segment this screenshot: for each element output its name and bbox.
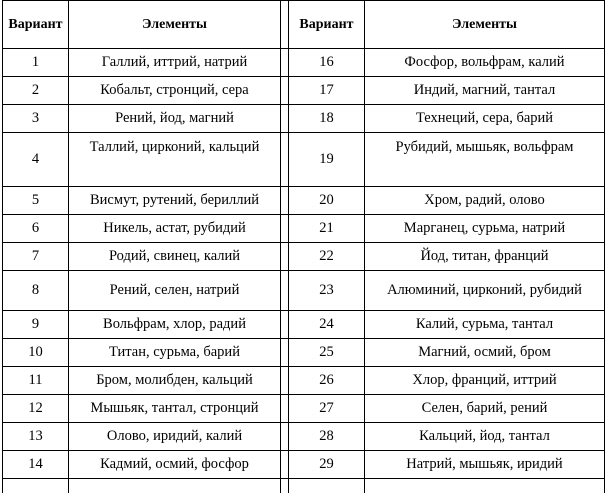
table-row <box>3 77 605 105</box>
elements-cell: Рубидий, мышьяк, вольфрам <box>365 133 605 187</box>
variant-number: 22 <box>289 243 365 271</box>
elements-cell: Рений, йод, магний <box>69 105 281 133</box>
elements-cell: Марганец, сурьма, натрий <box>365 215 605 243</box>
elements-cell: Галлий, иттрий, натрий <box>69 49 281 77</box>
elements-cell: Алюминий, цирконий, рубидий <box>365 271 605 311</box>
elements-cell: Вольфрам, хлор, радий <box>69 311 281 339</box>
elements-cell: Рений, селен, натрий <box>69 271 281 311</box>
column-gap <box>281 243 289 271</box>
table-row <box>3 423 605 451</box>
column-gap <box>281 77 289 105</box>
column-gap <box>281 133 289 187</box>
elements-cell <box>69 479 281 493</box>
table-row <box>3 215 605 243</box>
table-row <box>3 133 605 187</box>
variant-number: 7 <box>3 243 69 271</box>
column-gap <box>281 311 289 339</box>
header-row <box>3 1 605 49</box>
column-gap <box>281 367 289 395</box>
elements-cell: Хлор, франций, иттрий <box>365 367 605 395</box>
column-gap <box>281 271 289 311</box>
elements-cell: Таллий, цирконий, кальций <box>69 133 281 187</box>
elements-cell: Фосфор, вольфрам, калий <box>365 49 605 77</box>
column-gap <box>281 423 289 451</box>
variant-number: 10 <box>3 339 69 367</box>
variant-number: 23 <box>289 271 365 311</box>
elements-cell: Селен, барий, рений <box>365 395 605 423</box>
table-row <box>3 451 605 479</box>
column-gap <box>281 451 289 479</box>
variant-number: 28 <box>289 423 365 451</box>
variant-number: 17 <box>289 77 365 105</box>
table-row <box>3 367 605 395</box>
variant-number <box>3 479 69 493</box>
elements-cell: Хром, радий, олово <box>365 187 605 215</box>
elements-cell: Олово, иридий, калий <box>69 423 281 451</box>
column-gap <box>281 339 289 367</box>
elements-cell: Калий, сурьма, тантал <box>365 311 605 339</box>
variant-number: 19 <box>289 133 365 187</box>
elements-cell: Магний, осмий, бром <box>365 339 605 367</box>
header-variant-left: Вариант <box>3 1 69 49</box>
variant-number: 6 <box>3 215 69 243</box>
elements-cell: Кальций, йод, тантал <box>365 423 605 451</box>
elements-cell: Бром, молибден, кальций <box>69 367 281 395</box>
table-row <box>3 271 605 311</box>
header-elements-right: Элементы <box>365 1 605 49</box>
column-gap <box>281 105 289 133</box>
variant-number: 25 <box>289 339 365 367</box>
variant-number: 16 <box>289 49 365 77</box>
variant-number: 20 <box>289 187 365 215</box>
table-row-cutoff <box>3 479 605 493</box>
variant-number: 27 <box>289 395 365 423</box>
table-row <box>3 49 605 77</box>
column-gap <box>281 395 289 423</box>
elements-cell: Титан, сурьма, барий <box>69 339 281 367</box>
table-row <box>3 311 605 339</box>
table-row <box>3 395 605 423</box>
variant-number: 13 <box>3 423 69 451</box>
variant-number <box>289 479 365 493</box>
variant-number: 26 <box>289 367 365 395</box>
elements-cell: Индий, магний, тантал <box>365 77 605 105</box>
variants-table <box>2 0 605 493</box>
table-row <box>3 339 605 367</box>
column-gap <box>281 49 289 77</box>
elements-cell: Натрий, мышьяк, иридий <box>365 451 605 479</box>
table-row <box>3 243 605 271</box>
elements-cell <box>365 479 605 493</box>
variant-number: 3 <box>3 105 69 133</box>
column-gap <box>281 187 289 215</box>
elements-cell: Никель, астат, рубидий <box>69 215 281 243</box>
column-gap <box>281 1 289 49</box>
variant-number: 29 <box>289 451 365 479</box>
variant-number: 8 <box>3 271 69 311</box>
header-variant-right: Вариант <box>289 1 365 49</box>
variant-number: 14 <box>3 451 69 479</box>
elements-cell: Родий, свинец, калий <box>69 243 281 271</box>
variant-number: 9 <box>3 311 69 339</box>
table-row <box>3 187 605 215</box>
variant-number: 4 <box>3 133 69 187</box>
header-elements-left: Элементы <box>69 1 281 49</box>
elements-cell: Технеций, сера, барий <box>365 105 605 133</box>
variant-number: 2 <box>3 77 69 105</box>
variant-number: 24 <box>289 311 365 339</box>
elements-cell: Кадмий, осмий, фосфор <box>69 451 281 479</box>
elements-cell: Йод, титан, франций <box>365 243 605 271</box>
variant-number: 21 <box>289 215 365 243</box>
variant-number: 11 <box>3 367 69 395</box>
column-gap <box>281 479 289 493</box>
elements-cell: Мышьяк, тантал, стронций <box>69 395 281 423</box>
table-row <box>3 105 605 133</box>
variant-number: 18 <box>289 105 365 133</box>
variant-number: 12 <box>3 395 69 423</box>
variant-number: 5 <box>3 187 69 215</box>
elements-cell: Кобальт, стронций, сера <box>69 77 281 105</box>
elements-cell: Висмут, рутений, бериллий <box>69 187 281 215</box>
column-gap <box>281 215 289 243</box>
variant-number: 1 <box>3 49 69 77</box>
